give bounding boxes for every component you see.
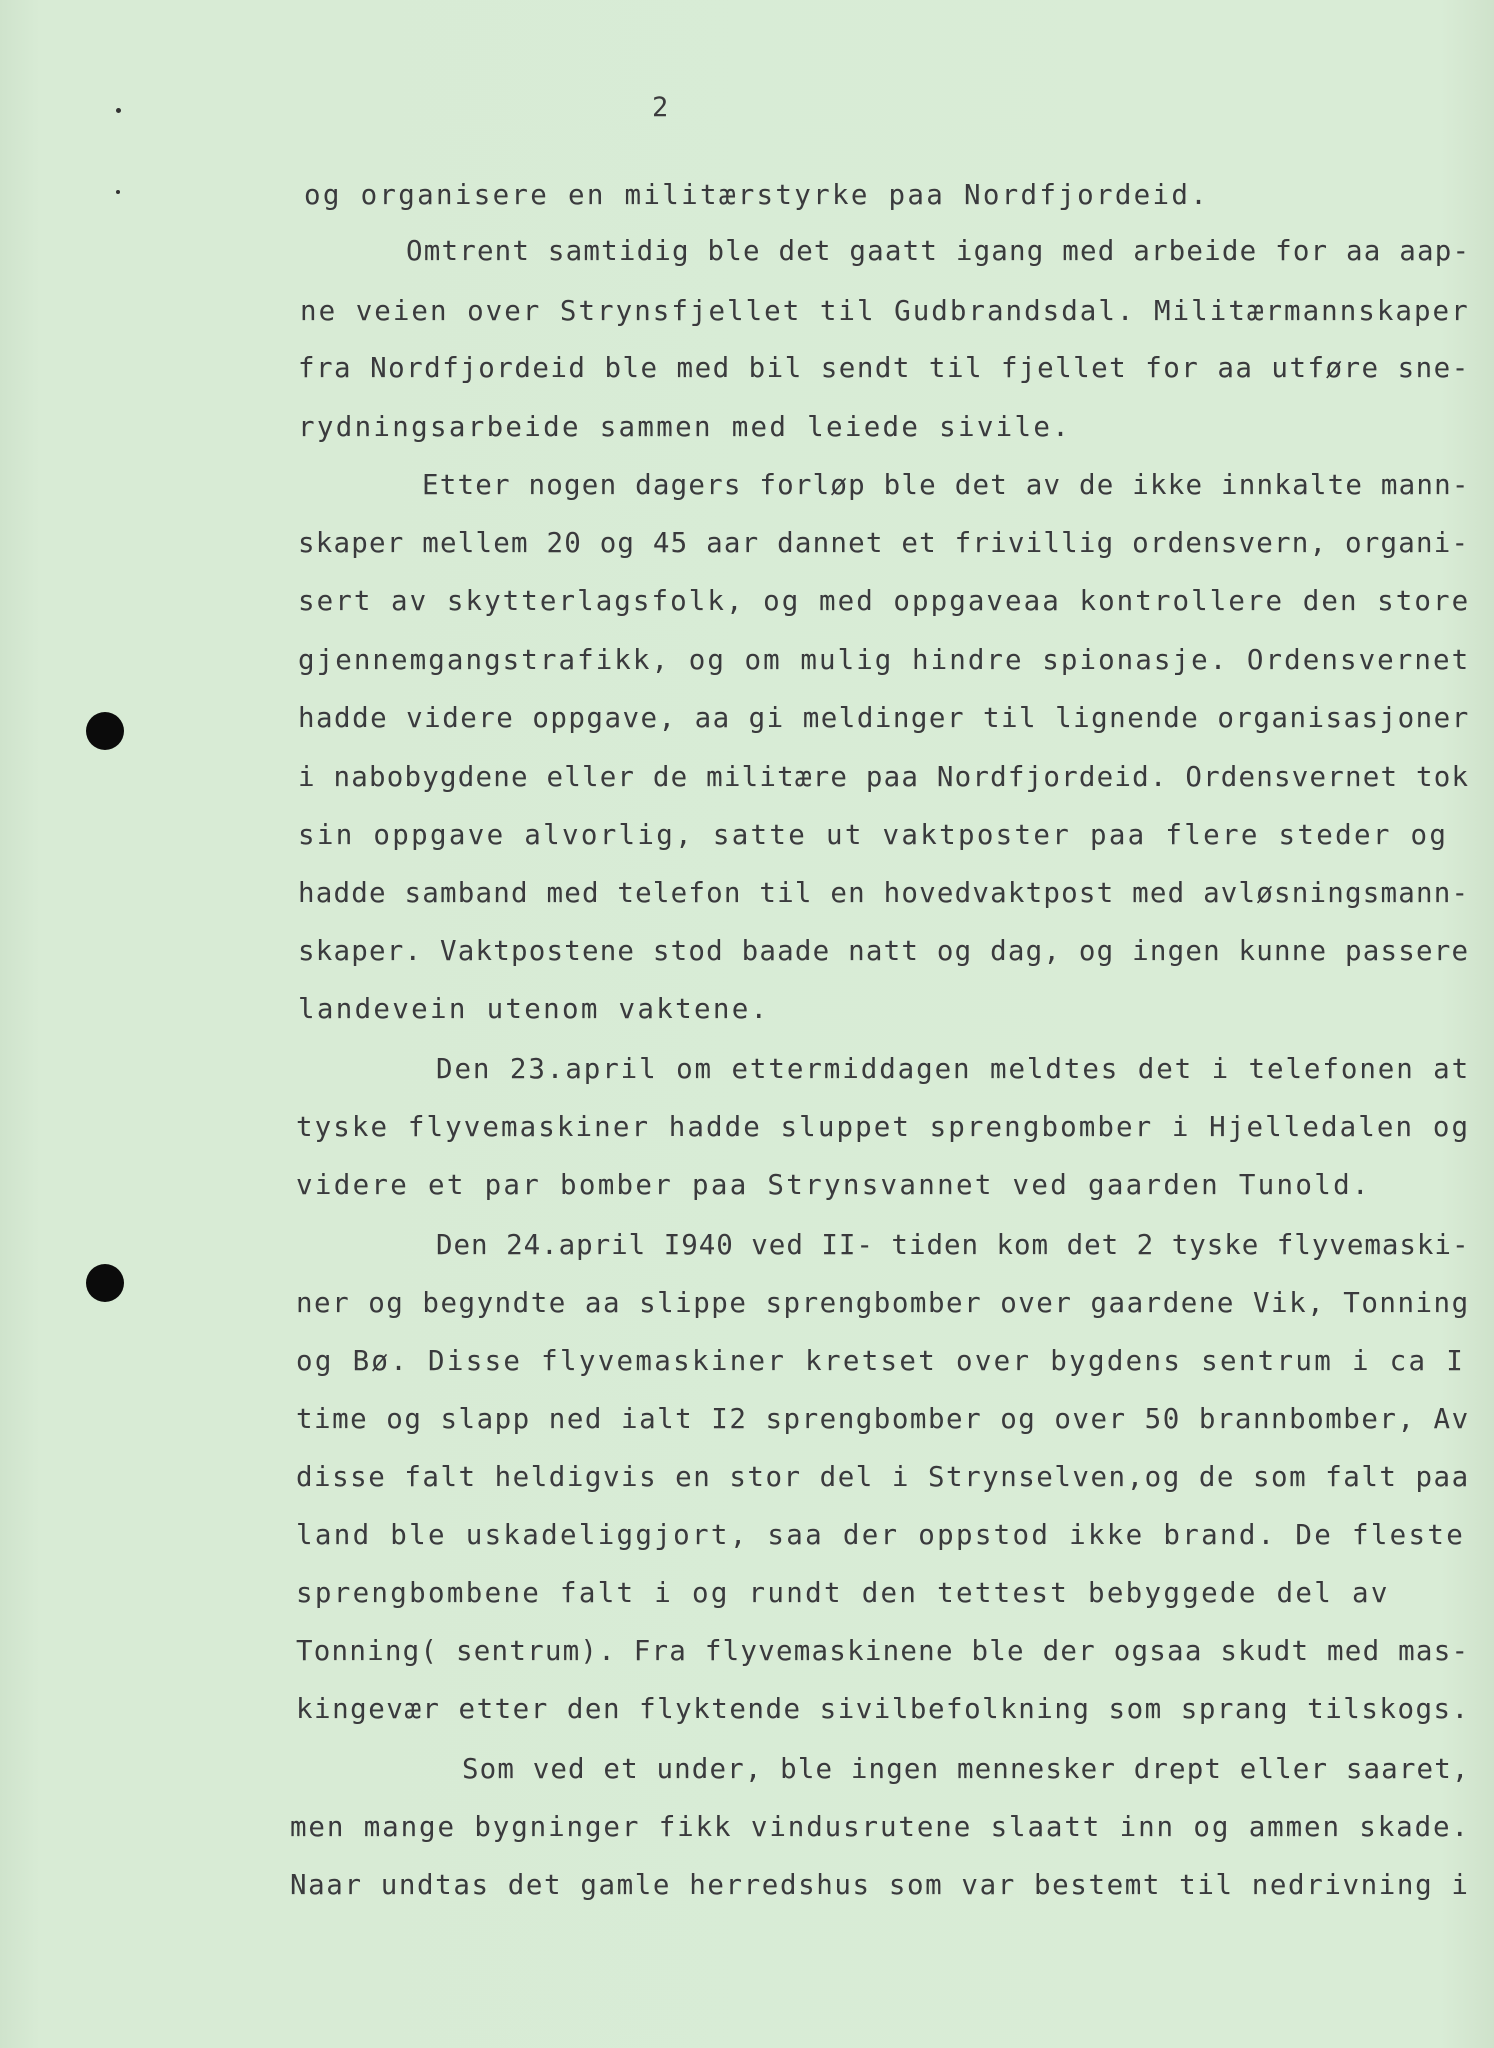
text-line: Tonning( sentrum). Fra flyvemaskinene ble der ogsaa skudt med mas- — [296, 1635, 1470, 1667]
text-line: ne veien over Strynsfjellet til Gudbrandsdal. Militærmannskaper — [300, 295, 1470, 327]
text-line: Som ved et under, ble ingen mennesker drept eller saaret, — [462, 1753, 1470, 1785]
text-line: tyske flyvemaskiner hadde sluppet sprengbomber i Hjelledalen og — [296, 1111, 1471, 1143]
paper-speck — [116, 190, 120, 194]
text-line: og organisere en militærstyrke paa Nordfjordeid. — [304, 179, 1210, 211]
text-line: time og slapp ned ialt I2 sprengbomber og over 50 brannbomber, Av — [296, 1403, 1470, 1435]
text-line: disse falt heldigvis en stor del i Strynselven,og de som falt paa — [296, 1461, 1470, 1493]
page-number: 2 — [652, 92, 670, 123]
text-line: land ble uskadeliggjort, saa der oppstod ikke brand. De fleste — [296, 1519, 1466, 1551]
text-line: gjennemgangstrafikk, og om mulig hindre spionasje. Ordensvernet — [298, 644, 1471, 676]
text-line: landevein utenom vaktene. — [298, 993, 770, 1025]
text-line: hadde samband med telefon til en hovedvaktpost med avløsningsmann- — [298, 877, 1470, 909]
text-line: sin oppgave alvorlig, satte ut vaktposter paa flere steder og — [298, 819, 1449, 851]
text-line: rydningsarbeide sammen med leiede sivile. — [298, 411, 1072, 443]
text-line: i nabobygdene eller de militære paa Nordfjordeid. Ordensvernet tok — [298, 761, 1470, 793]
punch-hole-bottom — [86, 1264, 124, 1302]
text-line: skaper mellem 20 og 45 aar dannet et frivillig ordensvern, organi- — [298, 527, 1470, 559]
text-line: men mange bygninger fikk vindusrutene slaatt inn og ammen skade. — [290, 1811, 1470, 1843]
text-line: Den 24.april I940 ved II- tiden kom det 2 tyske flyvemaski- — [436, 1229, 1470, 1261]
text-line: sert av skytterlagsfolk, og med oppgaveaa kontrollere den store — [298, 585, 1471, 617]
text-line: sprengbombene falt i og rundt den tettest bebyggede del av — [296, 1577, 1390, 1609]
text-line: Naar undtas det gamle herredshus som var bestemt til nedrivning i — [290, 1869, 1470, 1901]
text-line: fra Nordfjordeid ble med bil sendt til fjellet for aa utføre sne- — [298, 352, 1470, 384]
text-line: skaper. Vaktpostene stod baade natt og dag, og ingen kunne passere — [298, 935, 1470, 967]
text-line: Den 23.april om ettermiddagen meldtes det i telefonen at — [436, 1053, 1471, 1085]
text-line: Etter nogen dagers forløp ble det av de ikke innkalte mann- — [422, 469, 1470, 501]
text-line: ner og begyndte aa slippe sprengbomber over gaardene Vik, Tonning — [296, 1287, 1470, 1319]
text-line: kingevær etter den flyktende sivilbefolkning som sprang tilskogs. — [296, 1693, 1470, 1725]
text-line: hadde videre oppgave, aa gi meldinger til lignende organisasjoner — [298, 702, 1470, 734]
text-line: og Bø. Disse flyvemaskiner kretset over bygdens sentrum i ca I — [296, 1345, 1466, 1377]
paper-speck — [116, 108, 121, 113]
text-line: Omtrent samtidig ble det gaatt igang med arbeide for aa aap- — [406, 235, 1471, 267]
punch-hole-top — [86, 712, 124, 750]
text-line: videre et par bomber paa Strynsvannet ved gaarden Tunold. — [296, 1169, 1371, 1201]
